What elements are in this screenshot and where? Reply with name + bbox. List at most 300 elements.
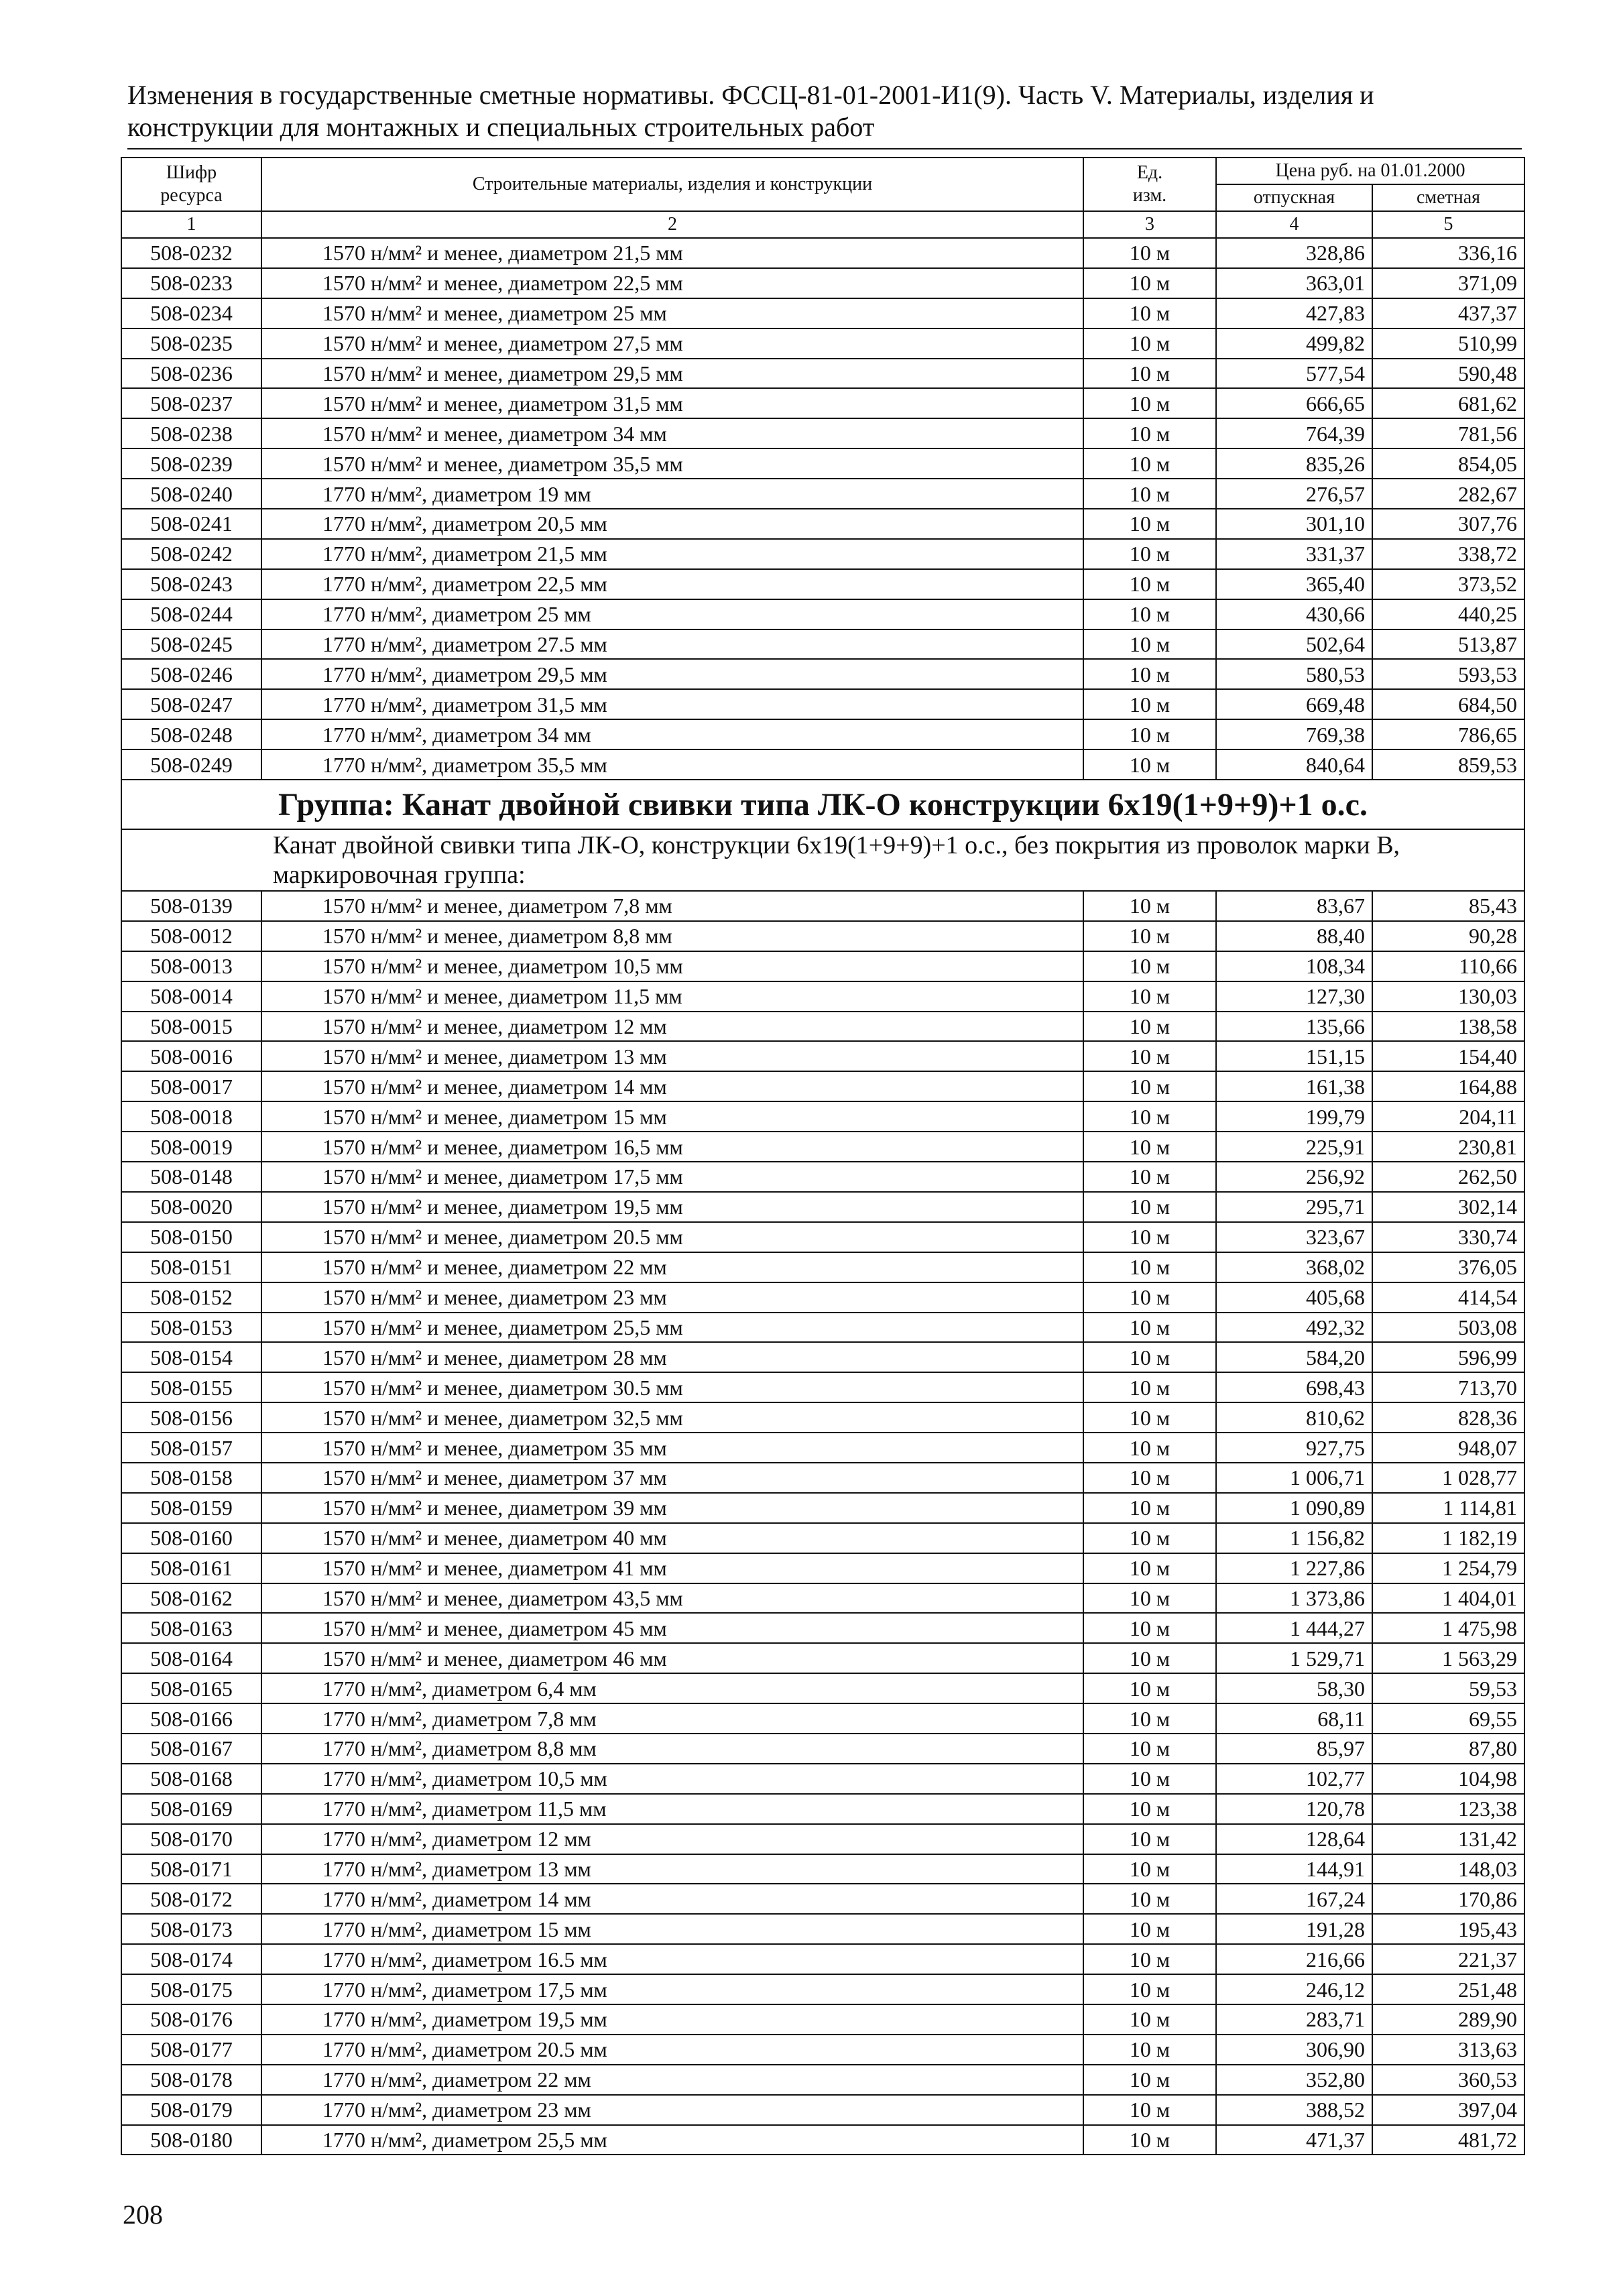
release-price: 191,28 (1216, 1914, 1372, 1944)
release-price: 492,32 (1216, 1313, 1372, 1343)
col-header-unit-line1: Ед. (1136, 162, 1163, 183)
resource-code: 508-0150 (121, 1222, 261, 1252)
table-header-row (121, 158, 1524, 184)
material-description: 1770 н/мм², диаметром 22 мм (261, 2065, 1083, 2095)
resource-code: 508-0014 (121, 981, 261, 1012)
col-header-price: Цена руб. на 01.01.2000 (1216, 158, 1524, 184)
release-price: 810,62 (1216, 1402, 1372, 1433)
material-description: 1770 н/мм², диаметром 16.5 мм (261, 1944, 1083, 1974)
release-price: 840,64 (1216, 749, 1372, 780)
resource-code: 508-0171 (121, 1854, 261, 1884)
material-description: 1570 н/мм² и менее, диаметром 46 мм (261, 1643, 1083, 1673)
table-row (121, 1162, 1524, 1192)
table-row (121, 1252, 1524, 1282)
material-description: 1770 н/мм², диаметром 35,5 мм (261, 749, 1083, 780)
unit-of-measure: 10 м (1083, 599, 1216, 629)
estimate-price: 397,04 (1372, 2095, 1524, 2125)
resource-code: 508-0015 (121, 1012, 261, 1042)
resource-code: 508-0166 (121, 1703, 261, 1734)
resource-code: 508-0172 (121, 1884, 261, 1914)
table-row (121, 1944, 1524, 1974)
table-row (121, 2004, 1524, 2035)
material-description: 1770 н/мм², диаметром 6,4 мм (261, 1673, 1083, 1703)
material-description: 1770 н/мм², диаметром 19,5 мм (261, 2004, 1083, 2035)
col-index: 4 (1216, 211, 1372, 238)
resource-code: 508-0155 (121, 1372, 261, 1402)
resource-code: 508-0152 (121, 1282, 261, 1313)
release-price: 256,92 (1216, 1162, 1372, 1192)
estimate-price: 371,09 (1372, 268, 1524, 298)
unit-of-measure: 10 м (1083, 1854, 1216, 1884)
table-row (121, 539, 1524, 569)
resource-code: 508-0249 (121, 749, 261, 780)
release-price: 306,90 (1216, 2035, 1372, 2065)
unit-of-measure: 10 м (1083, 1222, 1216, 1252)
resource-code: 508-0013 (121, 951, 261, 981)
resource-code: 508-0148 (121, 1162, 261, 1192)
table-row (121, 749, 1524, 780)
resource-code: 508-0153 (121, 1313, 261, 1343)
estimate-price: 154,40 (1372, 1041, 1524, 1071)
table-row (121, 891, 1524, 921)
col-header-unit-line2: изм. (1132, 185, 1167, 206)
release-price: 1 156,82 (1216, 1523, 1372, 1553)
unit-of-measure: 10 м (1083, 2035, 1216, 2065)
unit-of-measure: 10 м (1083, 1493, 1216, 1523)
material-description: 1570 н/мм² и менее, диаметром 39 мм (261, 1493, 1083, 1523)
unit-of-measure: 10 м (1083, 539, 1216, 569)
material-description: 1570 н/мм² и менее, диаметром 20.5 мм (261, 1222, 1083, 1252)
resource-code: 508-0151 (121, 1252, 261, 1282)
estimate-price: 59,53 (1372, 1673, 1524, 1703)
unit-of-measure: 10 м (1083, 509, 1216, 539)
unit-of-measure: 10 м (1083, 1192, 1216, 1222)
table-row (121, 1493, 1524, 1523)
release-price: 502,64 (1216, 629, 1372, 660)
estimate-price: 204,11 (1372, 1101, 1524, 1132)
resource-code: 508-0173 (121, 1914, 261, 1944)
unit-of-measure: 10 м (1083, 418, 1216, 448)
table-body-b (121, 891, 1524, 2155)
estimate-price: 130,03 (1372, 981, 1524, 1012)
estimate-price: 313,63 (1372, 2035, 1524, 2065)
table-index-row (121, 211, 1524, 238)
unit-of-measure: 10 м (1083, 689, 1216, 719)
material-description: 1570 н/мм² и менее, диаметром 12 мм (261, 1012, 1083, 1042)
resource-code: 508-0158 (121, 1463, 261, 1493)
release-price: 331,37 (1216, 539, 1372, 569)
release-price: 85,97 (1216, 1734, 1372, 1764)
unit-of-measure: 10 м (1083, 2065, 1216, 2095)
estimate-price: 437,37 (1372, 298, 1524, 328)
release-price: 927,75 (1216, 1433, 1372, 1463)
resource-code: 508-0232 (121, 238, 261, 268)
resource-code: 508-0236 (121, 359, 261, 389)
estimate-price: 138,58 (1372, 1012, 1524, 1042)
col-header-code-line2: ресурса (160, 185, 223, 206)
resource-code: 508-0238 (121, 418, 261, 448)
table-row (121, 1673, 1524, 1703)
table-row (121, 388, 1524, 418)
table-row (121, 2125, 1524, 2155)
release-price: 365,40 (1216, 569, 1372, 599)
estimate-price: 251,48 (1372, 1974, 1524, 2004)
material-description: 1570 н/мм² и менее, диаметром 7,8 мм (261, 891, 1083, 921)
estimate-price: 786,65 (1372, 719, 1524, 749)
estimate-price: 414,54 (1372, 1282, 1524, 1313)
unit-of-measure: 10 м (1083, 2125, 1216, 2155)
resource-code: 508-0176 (121, 2004, 261, 2035)
release-price: 323,67 (1216, 1222, 1372, 1252)
material-description: 1770 н/мм², диаметром 12 мм (261, 1824, 1083, 1854)
material-description: 1570 н/мм² и менее, диаметром 32,5 мм (261, 1402, 1083, 1433)
table-row (121, 328, 1524, 359)
estimate-price: 1 114,81 (1372, 1493, 1524, 1523)
unit-of-measure: 10 м (1083, 1313, 1216, 1343)
unit-of-measure: 10 м (1083, 1342, 1216, 1372)
release-price: 405,68 (1216, 1282, 1372, 1313)
release-price: 102,77 (1216, 1764, 1372, 1794)
col-index: 5 (1372, 211, 1524, 238)
col-header-unit (1083, 158, 1216, 211)
unit-of-measure: 10 м (1083, 1734, 1216, 1764)
material-description: 1770 н/мм², диаметром 11,5 мм (261, 1794, 1083, 1824)
material-description: 1770 н/мм², диаметром 25 мм (261, 599, 1083, 629)
unit-of-measure: 10 м (1083, 1402, 1216, 1433)
release-price: 430,66 (1216, 599, 1372, 629)
release-price: 225,91 (1216, 1132, 1372, 1162)
material-description: 1570 н/мм² и менее, диаметром 27,5 мм (261, 328, 1083, 359)
material-description: 1570 н/мм² и менее, диаметром 10,5 мм (261, 951, 1083, 981)
table-row (121, 719, 1524, 749)
table-row (121, 1764, 1524, 1794)
unit-of-measure: 10 м (1083, 1884, 1216, 1914)
resource-code: 508-0175 (121, 1974, 261, 2004)
release-price: 128,64 (1216, 1824, 1372, 1854)
estimate-price: 854,05 (1372, 448, 1524, 479)
estimate-price: 87,80 (1372, 1734, 1524, 1764)
unit-of-measure: 10 м (1083, 1463, 1216, 1493)
release-price: 427,83 (1216, 298, 1372, 328)
table-row (121, 599, 1524, 629)
material-description: 1570 н/мм² и менее, диаметром 22,5 мм (261, 268, 1083, 298)
page-header (127, 79, 1528, 143)
estimate-price: 593,53 (1372, 659, 1524, 689)
table-row (121, 2095, 1524, 2125)
material-description: 1570 н/мм² и менее, диаметром 13 мм (261, 1041, 1083, 1071)
material-description: 1770 н/мм², диаметром 27.5 мм (261, 629, 1083, 660)
estimate-price: 513,87 (1372, 629, 1524, 660)
unit-of-measure: 10 м (1083, 1553, 1216, 1583)
release-price: 120,78 (1216, 1794, 1372, 1824)
unit-of-measure: 10 м (1083, 1433, 1216, 1463)
material-description: 1770 н/мм², диаметром 20.5 мм (261, 2035, 1083, 2065)
table-row (121, 479, 1524, 509)
col-index: 3 (1083, 211, 1216, 238)
release-price: 580,53 (1216, 659, 1372, 689)
estimate-price: 282,67 (1372, 479, 1524, 509)
unit-of-measure: 10 м (1083, 1282, 1216, 1313)
estimate-price: 1 254,79 (1372, 1553, 1524, 1583)
estimate-price: 859,53 (1372, 749, 1524, 780)
table-row (121, 921, 1524, 951)
unit-of-measure: 10 м (1083, 238, 1216, 268)
table-row (121, 981, 1524, 1012)
resource-code: 508-0245 (121, 629, 261, 660)
unit-of-measure: 10 м (1083, 951, 1216, 981)
unit-of-measure: 10 м (1083, 2004, 1216, 2035)
col-header-code (121, 158, 261, 211)
table-row (121, 1974, 1524, 2004)
release-price: 167,24 (1216, 1884, 1372, 1914)
estimate-price: 164,88 (1372, 1071, 1524, 1101)
material-description: 1770 н/мм², диаметром 25,5 мм (261, 2125, 1083, 2155)
table-row (121, 1132, 1524, 1162)
group-section (121, 780, 1524, 891)
estimate-price: 289,90 (1372, 2004, 1524, 2035)
unit-of-measure: 10 м (1083, 1583, 1216, 1614)
resource-code: 508-0247 (121, 689, 261, 719)
resource-code: 508-0237 (121, 388, 261, 418)
estimate-price: 1 404,01 (1372, 1583, 1524, 1614)
resource-code: 508-0020 (121, 1192, 261, 1222)
estimate-price: 360,53 (1372, 2065, 1524, 2095)
table-row (121, 1463, 1524, 1493)
estimate-price: 170,86 (1372, 1884, 1524, 1914)
unit-of-measure: 10 м (1083, 2095, 1216, 2125)
table-row (121, 1372, 1524, 1402)
resource-code: 508-0157 (121, 1433, 261, 1463)
unit-of-measure: 10 м (1083, 1523, 1216, 1553)
unit-of-measure: 10 м (1083, 1703, 1216, 1734)
estimate-price: 373,52 (1372, 569, 1524, 599)
release-price: 199,79 (1216, 1101, 1372, 1132)
estimate-price: 221,37 (1372, 1944, 1524, 1974)
table-row (121, 1433, 1524, 1463)
table-row (121, 1041, 1524, 1071)
unit-of-measure: 10 м (1083, 1041, 1216, 1071)
material-description: 1570 н/мм² и менее, диаметром 15 мм (261, 1101, 1083, 1132)
table-row (121, 1914, 1524, 1944)
resource-code: 508-0178 (121, 2065, 261, 2095)
release-price: 1 529,71 (1216, 1643, 1372, 1673)
table-row (121, 1222, 1524, 1252)
release-price: 1 444,27 (1216, 1613, 1372, 1643)
resource-code: 508-0235 (121, 328, 261, 359)
unit-of-measure: 10 м (1083, 921, 1216, 951)
material-description: 1570 н/мм² и менее, диаметром 19,5 мм (261, 1192, 1083, 1222)
table-row (121, 629, 1524, 660)
material-description: 1570 н/мм² и менее, диаметром 25 мм (261, 298, 1083, 328)
material-description: 1570 н/мм² и менее, диаметром 16,5 мм (261, 1132, 1083, 1162)
estimate-price: 104,98 (1372, 1764, 1524, 1794)
material-description: 1570 н/мм² и менее, диаметром 21,5 мм (261, 238, 1083, 268)
estimate-price: 110,66 (1372, 951, 1524, 981)
resource-code: 508-0019 (121, 1132, 261, 1162)
estimate-price: 596,99 (1372, 1342, 1524, 1372)
table-row (121, 1583, 1524, 1614)
resource-code: 508-0159 (121, 1493, 261, 1523)
estimate-price: 1 475,98 (1372, 1613, 1524, 1643)
material-description: 1570 н/мм² и менее, диаметром 43,5 мм (261, 1583, 1083, 1614)
table-row (121, 1824, 1524, 1854)
unit-of-measure: 10 м (1083, 1252, 1216, 1282)
resource-code: 508-0243 (121, 569, 261, 599)
material-description: 1770 н/мм², диаметром 13 мм (261, 1854, 1083, 1884)
group-subtitle: Канат двойной свивки типа ЛК-О, конструкции 6х19(1+9+9)+1 о.с., без покрытия из проволок марки В, маркировочная группа: (121, 829, 1524, 891)
table-row (121, 1192, 1524, 1222)
unit-of-measure: 10 м (1083, 479, 1216, 509)
material-description: 1770 н/мм², диаметром 19 мм (261, 479, 1083, 509)
table-row (121, 298, 1524, 328)
col-header-price-release: отпускная (1216, 184, 1372, 211)
estimate-price: 1 028,77 (1372, 1463, 1524, 1493)
resource-code: 508-0233 (121, 268, 261, 298)
material-description: 1570 н/мм² и менее, диаметром 25,5 мм (261, 1313, 1083, 1343)
resource-code: 508-0164 (121, 1643, 261, 1673)
estimate-price: 781,56 (1372, 418, 1524, 448)
release-price: 246,12 (1216, 1974, 1372, 2004)
material-description: 1770 н/мм², диаметром 29,5 мм (261, 659, 1083, 689)
table-row (121, 1313, 1524, 1343)
estimate-price: 131,42 (1372, 1824, 1524, 1854)
table-body-a (121, 238, 1524, 780)
unit-of-measure: 10 м (1083, 359, 1216, 389)
estimate-price: 1 563,29 (1372, 1643, 1524, 1673)
table-row (121, 951, 1524, 981)
estimate-price: 195,43 (1372, 1914, 1524, 1944)
table-row (121, 1884, 1524, 1914)
material-description: 1570 н/мм² и менее, диаметром 31,5 мм (261, 388, 1083, 418)
release-price: 161,38 (1216, 1071, 1372, 1101)
unit-of-measure: 10 м (1083, 1132, 1216, 1162)
table-row (121, 238, 1524, 268)
estimate-price: 69,55 (1372, 1703, 1524, 1734)
table-row (121, 509, 1524, 539)
material-description: 1570 н/мм² и менее, диаметром 8,8 мм (261, 921, 1083, 951)
material-description: 1570 н/мм² и менее, диаметром 41 мм (261, 1553, 1083, 1583)
release-price: 216,66 (1216, 1944, 1372, 1974)
unit-of-measure: 10 м (1083, 388, 1216, 418)
estimate-price: 481,72 (1372, 2125, 1524, 2155)
table-row (121, 1402, 1524, 1433)
resource-code: 508-0179 (121, 2095, 261, 2125)
release-price: 666,65 (1216, 388, 1372, 418)
unit-of-measure: 10 м (1083, 1071, 1216, 1101)
table-row (121, 448, 1524, 479)
estimate-price: 440,25 (1372, 599, 1524, 629)
resource-code: 508-0248 (121, 719, 261, 749)
material-description: 1570 н/мм² и менее, диаметром 28 мм (261, 1342, 1083, 1372)
resource-code: 508-0239 (121, 448, 261, 479)
unit-of-measure: 10 м (1083, 1162, 1216, 1192)
unit-of-measure: 10 м (1083, 1372, 1216, 1402)
resource-code: 508-0012 (121, 921, 261, 951)
table-row (121, 1071, 1524, 1101)
release-price: 58,30 (1216, 1673, 1372, 1703)
release-price: 1 373,86 (1216, 1583, 1372, 1614)
resource-code: 508-0240 (121, 479, 261, 509)
table-row (121, 569, 1524, 599)
resource-code: 508-0017 (121, 1071, 261, 1101)
estimate-price: 590,48 (1372, 359, 1524, 389)
unit-of-measure: 10 м (1083, 749, 1216, 780)
unit-of-measure: 10 м (1083, 719, 1216, 749)
release-price: 88,40 (1216, 921, 1372, 951)
table-row (121, 1523, 1524, 1553)
resource-code: 508-0160 (121, 1523, 261, 1553)
unit-of-measure: 10 м (1083, 1101, 1216, 1132)
resource-code: 508-0246 (121, 659, 261, 689)
resource-code: 508-0168 (121, 1764, 261, 1794)
table-row (121, 1613, 1524, 1643)
release-price: 1 227,86 (1216, 1553, 1372, 1583)
release-price: 83,67 (1216, 891, 1372, 921)
release-price: 135,66 (1216, 1012, 1372, 1042)
material-description: 1570 н/мм² и менее, диаметром 45 мм (261, 1613, 1083, 1643)
release-price: 295,71 (1216, 1192, 1372, 1222)
material-description: 1570 н/мм² и менее, диаметром 37 мм (261, 1463, 1083, 1493)
material-description: 1770 н/мм², диаметром 10,5 мм (261, 1764, 1083, 1794)
estimate-price: 302,14 (1372, 1192, 1524, 1222)
unit-of-measure: 10 м (1083, 1824, 1216, 1854)
material-description: 1570 н/мм² и менее, диаметром 17,5 мм (261, 1162, 1083, 1192)
material-description: 1570 н/мм² и менее, диаметром 11,5 мм (261, 981, 1083, 1012)
unit-of-measure: 10 м (1083, 1764, 1216, 1794)
material-description: 1570 н/мм² и менее, диаметром 35,5 мм (261, 448, 1083, 479)
release-price: 471,37 (1216, 2125, 1372, 2155)
page-number: 208 (123, 2199, 163, 2230)
unit-of-measure: 10 м (1083, 1974, 1216, 2004)
estimate-price: 948,07 (1372, 1433, 1524, 1463)
unit-of-measure: 10 м (1083, 1944, 1216, 1974)
group-title: Группа: Канат двойной свивки типа ЛК-О конструкции 6х19(1+9+9)+1 о.с. (121, 780, 1524, 829)
header-line-2: конструкции для монтажных и специальных строительных работ (127, 112, 875, 142)
release-price: 283,71 (1216, 2004, 1372, 2035)
release-price: 835,26 (1216, 448, 1372, 479)
material-description: 1570 н/мм² и менее, диаметром 22 мм (261, 1252, 1083, 1282)
estimate-price: 1 182,19 (1372, 1523, 1524, 1553)
release-price: 769,38 (1216, 719, 1372, 749)
estimate-price: 713,70 (1372, 1372, 1524, 1402)
material-description: 1570 н/мм² и менее, диаметром 34 мм (261, 418, 1083, 448)
header-line-1: Изменения в государственные сметные нормативы. ФССЦ-81-01-2001-И1(9). Часть V. Материалы, изделия и (127, 80, 1374, 110)
table-row (121, 1794, 1524, 1824)
resource-code: 508-0234 (121, 298, 261, 328)
unit-of-measure: 10 м (1083, 328, 1216, 359)
material-description: 1770 н/мм², диаметром 8,8 мм (261, 1734, 1083, 1764)
material-description: 1570 н/мм² и менее, диаметром 40 мм (261, 1523, 1083, 1553)
release-price: 499,82 (1216, 328, 1372, 359)
table-row (121, 1643, 1524, 1673)
resource-code: 508-0162 (121, 1583, 261, 1614)
table-row (121, 1342, 1524, 1372)
material-description: 1770 н/мм², диаметром 22,5 мм (261, 569, 1083, 599)
table-row (121, 418, 1524, 448)
release-price: 698,43 (1216, 1372, 1372, 1402)
table-row (121, 268, 1524, 298)
unit-of-measure: 10 м (1083, 1794, 1216, 1824)
unit-of-measure: 10 м (1083, 891, 1216, 921)
table-row (121, 359, 1524, 389)
material-description: 1770 н/мм², диаметром 34 мм (261, 719, 1083, 749)
material-description: 1770 н/мм², диаметром 21,5 мм (261, 539, 1083, 569)
unit-of-measure: 10 м (1083, 981, 1216, 1012)
unit-of-measure: 10 м (1083, 1613, 1216, 1643)
release-price: 577,54 (1216, 359, 1372, 389)
resource-code: 508-0167 (121, 1734, 261, 1764)
estimate-price: 503,08 (1372, 1313, 1524, 1343)
